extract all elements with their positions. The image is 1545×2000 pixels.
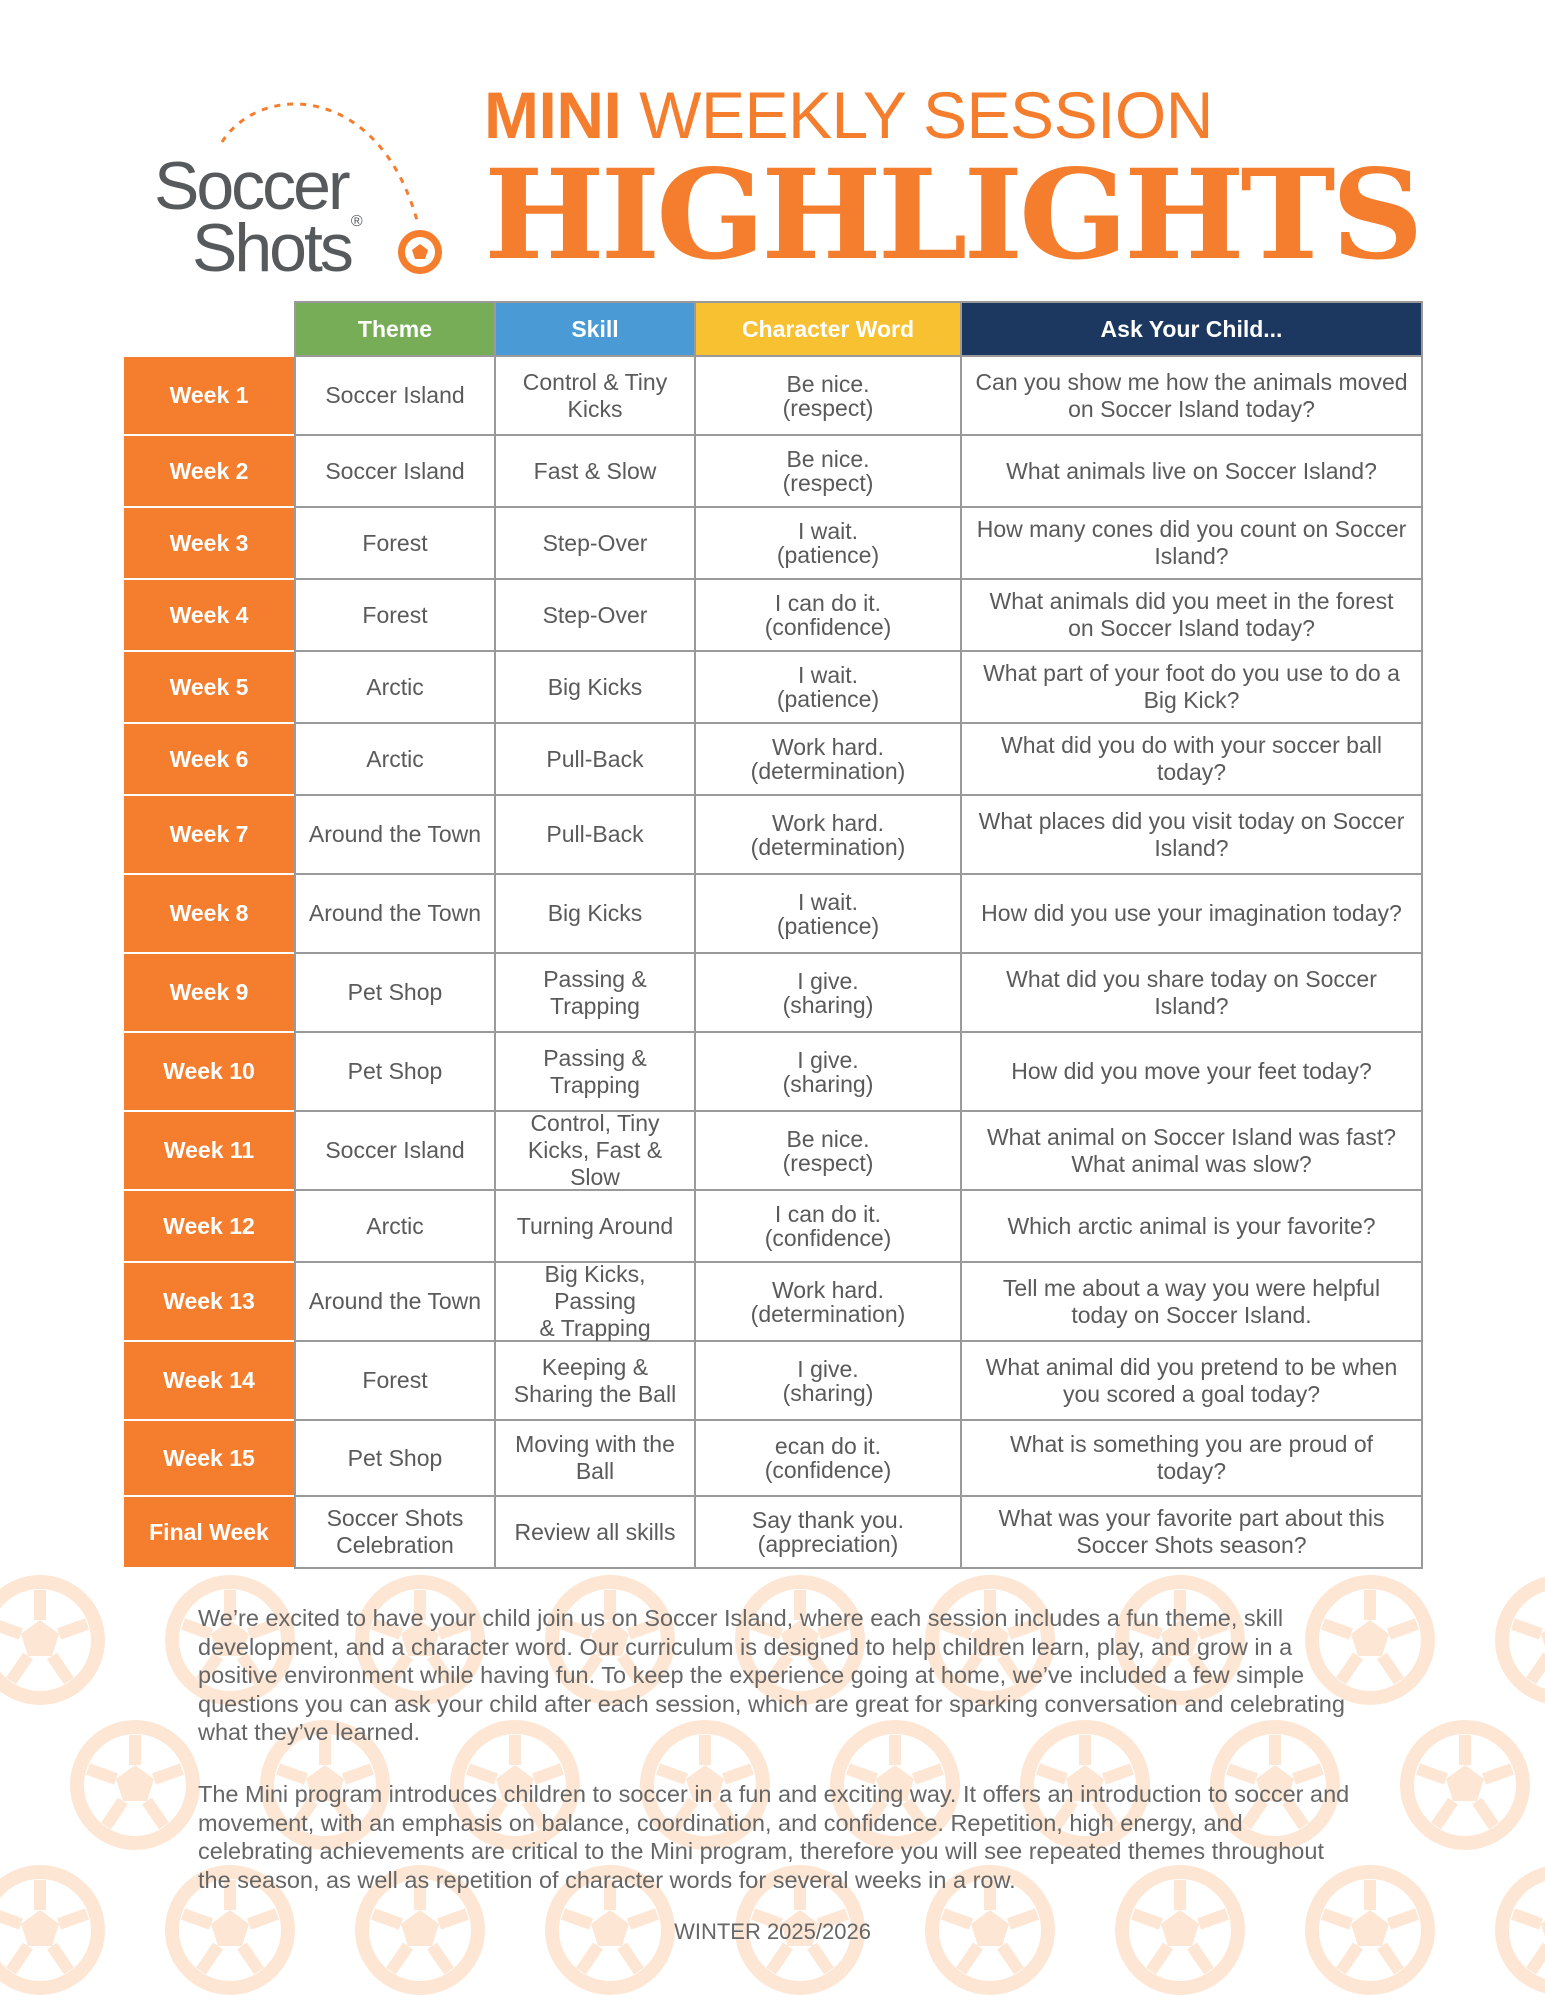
character-word-cell: I wait. (patience) [696, 508, 962, 578]
ask-your-child-cell: What animals did you meet in the forest on Soccer Island today? [962, 580, 1423, 650]
table-row [124, 436, 1423, 508]
character-word-cell: I wait. (patience) [696, 652, 962, 722]
week-label: Week 8 [124, 875, 294, 954]
character-word-cell: Be nice. (respect) [696, 436, 962, 506]
program-paragraph: The Mini program introduces children to soccer in a fun and exciting way. It offers an introduction to soccer and movement, with an emphasis on balance, coordination, and confidence. Repetition, high energy, and celebrating achievements are critical to the Mini program, therefore you will see repeated themes throughout the season, as well as repetition of character words for several weeks in a row. [198, 1781, 1350, 1893]
table-header-row [294, 301, 1423, 357]
table-row [124, 954, 1423, 1033]
page-heading [484, 78, 1420, 288]
theme-cell: Around the Town [294, 1263, 496, 1340]
skill-cell: Passing & Trapping [496, 954, 696, 1031]
intro-paragraph: We’re excited to have your child join us on Soccer Island, where each session includes a fun theme, skill development, and a character word. Our curriculum is designed to help children learn, play, and grow in a positive environment while having fun. To keep the experience going at home, we’ve included a few simple questions you can ask your child after each session, which are great for sparking conversation and celebrating what they’ve learned. [198, 1605, 1345, 1745]
theme-cell: Forest [294, 580, 496, 650]
table-row [124, 652, 1423, 724]
skill-cell: Keeping & Sharing the Ball [496, 1342, 696, 1419]
week-label: Final Week [124, 1497, 294, 1569]
skill-cell: Passing & Trapping [496, 1033, 696, 1110]
character-word-cell: Be nice. (respect) [696, 1112, 962, 1189]
skill-cell: Turning Around [496, 1191, 696, 1261]
ask-your-child-cell: What animal on Soccer Island was fast? What animal was slow? [962, 1112, 1423, 1189]
table-row [124, 580, 1423, 652]
skill-cell: Control & Tiny Kicks [496, 357, 696, 434]
header-ask-your-child: Ask Your Child... [962, 301, 1423, 357]
theme-cell: Arctic [294, 724, 496, 794]
skill-cell: Review all skills [496, 1497, 696, 1567]
character-word-cell: Work hard. (determination) [696, 796, 962, 873]
session-highlights-table [124, 301, 1423, 1569]
week-label: Week 11 [124, 1112, 294, 1191]
table-row [124, 1263, 1423, 1342]
theme-cell: Arctic [294, 1191, 496, 1261]
table-row [124, 508, 1423, 580]
skill-cell: Big Kicks [496, 652, 696, 722]
ask-your-child-cell: What places did you visit today on Soccer Island? [962, 796, 1423, 873]
theme-cell: Soccer Island [294, 1112, 496, 1189]
week-label: Week 5 [124, 652, 294, 724]
skill-cell: Step-Over [496, 580, 696, 650]
skill-cell: Fast & Slow [496, 436, 696, 506]
theme-cell: Soccer Island [294, 357, 496, 434]
table-row [124, 875, 1423, 954]
table-body [124, 357, 1423, 1569]
ask-your-child-cell: How did you use your imagination today? [962, 875, 1423, 952]
table-row [124, 1033, 1423, 1112]
theme-cell: Soccer Island [294, 436, 496, 506]
skill-cell: Pull-Back [496, 796, 696, 873]
week-label: Week 14 [124, 1342, 294, 1421]
ask-your-child-cell: How did you move your feet today? [962, 1033, 1423, 1110]
character-word-cell: Be nice. (respect) [696, 357, 962, 434]
theme-cell: Pet Shop [294, 1421, 496, 1495]
season-label: WINTER 2025/2026 [674, 1919, 871, 1944]
theme-cell: Pet Shop [294, 954, 496, 1031]
theme-cell: Around the Town [294, 875, 496, 952]
week-label: Week 13 [124, 1263, 294, 1342]
ask-your-child-cell: What did you do with your soccer ball today? [962, 724, 1423, 794]
week-label: Week 4 [124, 580, 294, 652]
week-label: Week 2 [124, 436, 294, 508]
ask-your-child-cell: Tell me about a way you were helpful today on Soccer Island. [962, 1263, 1423, 1340]
ask-your-child-cell: How many cones did you count on Soccer Island? [962, 508, 1423, 578]
ask-your-child-cell: What was your favorite part about this Soccer Shots season? [962, 1497, 1423, 1567]
week-label: Week 7 [124, 796, 294, 875]
logo-line-1: Soccer [154, 148, 348, 224]
week-label: Week 10 [124, 1033, 294, 1112]
ask-your-child-cell: What did you share today on Soccer Island? [962, 954, 1423, 1031]
character-word-cell: Work hard. (determination) [696, 724, 962, 794]
skill-cell: Pull-Back [496, 724, 696, 794]
table-row [124, 796, 1423, 875]
soccer-shots-logo [150, 92, 450, 292]
heading-title: HIGHLIGHTS [484, 143, 1420, 288]
ask-your-child-cell: Which arctic animal is your favorite? [962, 1191, 1423, 1261]
theme-cell: Soccer Shots Celebration [294, 1497, 496, 1567]
week-label: Week 15 [124, 1421, 294, 1497]
skill-cell: Step-Over [496, 508, 696, 578]
theme-cell: Around the Town [294, 796, 496, 873]
week-label: Week 6 [124, 724, 294, 796]
ask-your-child-cell: What part of your foot do you use to do a Big Kick? [962, 652, 1423, 722]
week-label: Week 3 [124, 508, 294, 580]
week-label: Week 12 [124, 1191, 294, 1263]
character-word-cell: I can do it. (confidence) [696, 1191, 962, 1261]
character-word-cell: I give. (sharing) [696, 1342, 962, 1419]
heading-subtitle: MINI WEEKLY SESSION [484, 78, 1213, 152]
table-row [124, 724, 1423, 796]
header-theme: Theme [294, 301, 496, 357]
table-row [124, 1497, 1423, 1569]
skill-cell: Big Kicks, Passing & Trapping [496, 1263, 696, 1340]
character-word-cell: I can do it. (confidence) [696, 580, 962, 650]
table-row [124, 1191, 1423, 1263]
header-character-word: Character Word [696, 301, 962, 357]
ask-your-child-cell: What is something you are proud of today? [962, 1421, 1423, 1495]
skill-cell: Big Kicks [496, 875, 696, 952]
theme-cell: Forest [294, 1342, 496, 1419]
theme-cell: Pet Shop [294, 1033, 496, 1110]
character-word-cell: Say thank you. (appreciation) [696, 1497, 962, 1567]
header-skill: Skill [496, 301, 696, 357]
table-row [124, 1421, 1423, 1497]
character-word-cell: I give. (sharing) [696, 1033, 962, 1110]
character-word-cell: I give. (sharing) [696, 954, 962, 1031]
theme-cell: Forest [294, 508, 496, 578]
week-label: Week 1 [124, 357, 294, 436]
skill-cell: Control, Tiny Kicks, Fast & Slow [496, 1112, 696, 1189]
table-row [124, 1112, 1423, 1191]
skill-cell: Moving with the Ball [496, 1421, 696, 1495]
ask-your-child-cell: What animal did you pretend to be when you scored a goal today? [962, 1342, 1423, 1419]
character-word-cell: ecan do it. (confidence) [696, 1421, 962, 1495]
ask-your-child-cell: Can you show me how the animals moved on Soccer Island today? [962, 357, 1423, 434]
theme-cell: Arctic [294, 652, 496, 722]
table-row [124, 357, 1423, 436]
character-word-cell: Work hard. (determination) [696, 1263, 962, 1340]
logo-line-2: Shots® [192, 210, 363, 286]
character-word-cell: I wait. (patience) [696, 875, 962, 952]
week-label: Week 9 [124, 954, 294, 1033]
ask-your-child-cell: What animals live on Soccer Island? [962, 436, 1423, 506]
table-row [124, 1342, 1423, 1421]
